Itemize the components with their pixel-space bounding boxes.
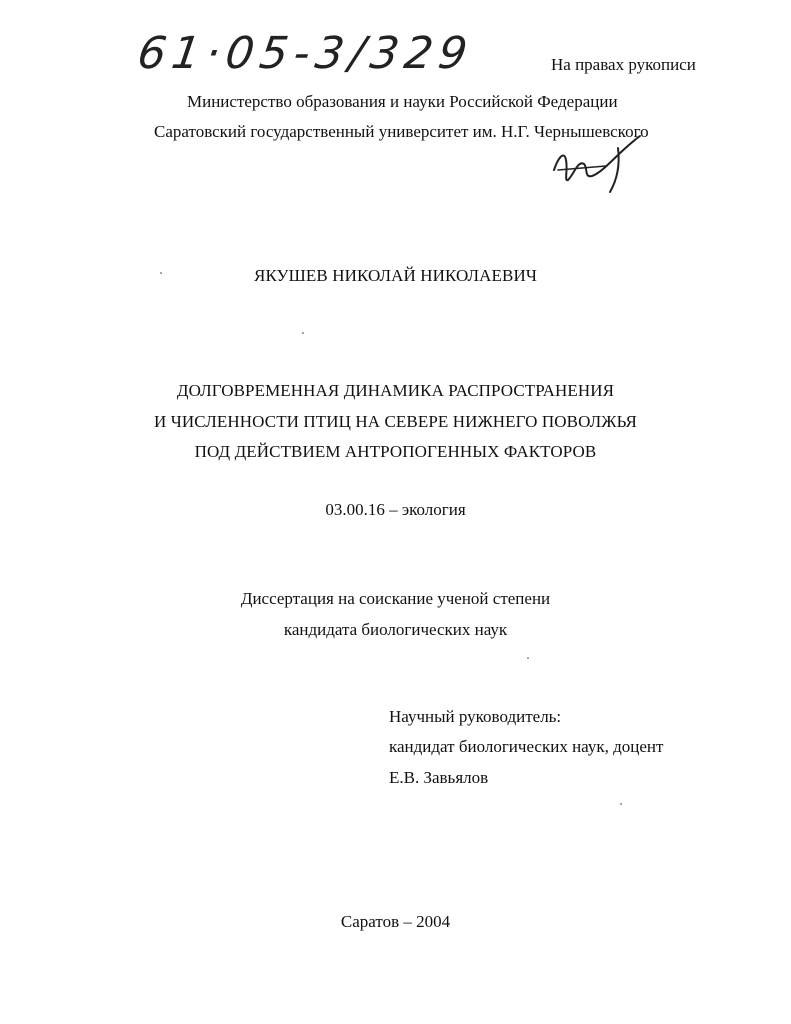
degree-line-2: кандидата биологических наук	[283, 620, 508, 639]
scan-speck	[160, 272, 162, 274]
supervisor-label: Научный руководитель:	[389, 707, 562, 726]
scan-speck	[302, 332, 304, 334]
supervisor-name: Е.В. Завьялов	[389, 768, 489, 787]
scan-speck	[620, 803, 622, 805]
manuscript-note: На правах рукописи	[551, 55, 696, 74]
title-line-1: ДОЛГОВРЕМЕННАЯ ДИНАМИКА РАСПРОСТРАНЕНИЯ	[176, 381, 615, 400]
signature-mark	[548, 130, 658, 200]
city-year: Саратов – 2004	[340, 912, 451, 931]
university-line: Саратовский государственный университет им. Н.Г. Чернышевского	[154, 122, 649, 141]
specialty-code: 03.00.16 – экология	[325, 500, 466, 519]
supervisor-rank: кандидат биологических наук, доцент	[389, 737, 664, 756]
handwritten-archive-number: 61·05-3/329	[134, 28, 477, 79]
ministry-line: Министерство образования и науки Российской Федерации	[187, 92, 618, 111]
scan-speck	[527, 657, 529, 659]
title-line-2: И ЧИСЛЕННОСТИ ПТИЦ НА СЕВЕРЕ НИЖНЕГО ПОВОЛЖЬЯ	[154, 412, 637, 431]
degree-line-1: Диссертация на соискание ученой степени	[240, 589, 551, 608]
author-name: ЯКУШЕВ НИКОЛАЙ НИКОЛАЕВИЧ	[254, 266, 537, 285]
title-line-3: ПОД ДЕЙСТВИЕМ АНТРОПОГЕННЫХ ФАКТОРОВ	[194, 442, 597, 461]
